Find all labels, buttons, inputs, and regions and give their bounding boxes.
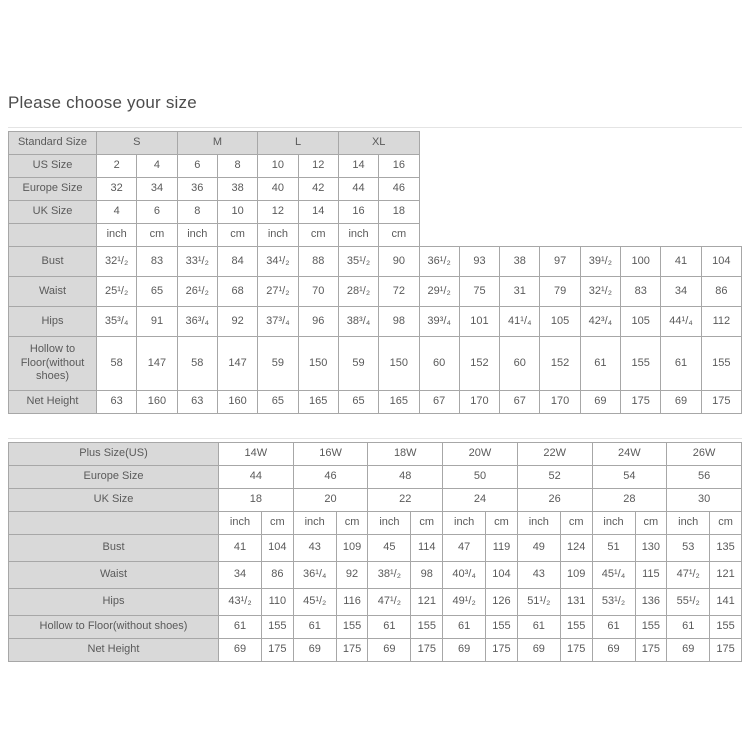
measurement-cell: 59 bbox=[338, 337, 378, 391]
row-label-cell: Bust bbox=[9, 535, 219, 562]
size-value-cell: 4 bbox=[97, 201, 137, 224]
measurement-cell: 41 bbox=[661, 247, 701, 277]
measurement-cell: 92 bbox=[217, 307, 257, 337]
unit-cell: cm bbox=[486, 512, 518, 535]
measurement-cell: 53 bbox=[667, 535, 710, 562]
unit-cell: inch bbox=[368, 512, 411, 535]
measurement-cell: 109 bbox=[560, 562, 592, 589]
unit-cell: inch bbox=[592, 512, 635, 535]
size-value-cell: 8 bbox=[217, 155, 257, 178]
measurement-cell: 152 bbox=[540, 337, 580, 391]
standard-size-table bbox=[8, 131, 742, 414]
measurement-cell: 45 bbox=[368, 535, 411, 562]
size-value-cell: 32 bbox=[97, 178, 137, 201]
unit-cell: cm bbox=[336, 512, 368, 535]
measurement-cell: 69 bbox=[580, 391, 620, 414]
table-row bbox=[9, 201, 742, 224]
measurement-cell: 69 bbox=[592, 639, 635, 662]
page-title: Please choose your size bbox=[8, 93, 197, 112]
row-label-cell: US Size bbox=[9, 155, 97, 178]
measurement-cell: 65 bbox=[137, 277, 177, 307]
unit-cell: inch bbox=[293, 512, 336, 535]
measurement-cell: 26¹/₂ bbox=[177, 277, 217, 307]
measurement-cell: 68 bbox=[217, 277, 257, 307]
size-value-cell: 12 bbox=[258, 201, 298, 224]
measurement-cell: 121 bbox=[411, 589, 443, 616]
row-label-cell: Europe Size bbox=[9, 466, 219, 489]
divider-line bbox=[8, 438, 742, 439]
size-value-cell: 12 bbox=[298, 155, 338, 178]
size-value-cell: 30 bbox=[667, 489, 742, 512]
plus-size-table bbox=[8, 442, 742, 662]
measurement-cell: 47¹/₂ bbox=[368, 589, 411, 616]
measurement-cell: 69 bbox=[667, 639, 710, 662]
measurement-cell: 31 bbox=[500, 277, 540, 307]
measurement-cell: 175 bbox=[336, 639, 368, 662]
unit-cell: inch bbox=[219, 512, 262, 535]
measurement-cell: 104 bbox=[486, 562, 518, 589]
size-value-cell: 42 bbox=[298, 178, 338, 201]
size-value-cell: 34 bbox=[137, 178, 177, 201]
measurement-cell: 36¹/₄ bbox=[293, 562, 336, 589]
measurement-cell: 152 bbox=[459, 337, 499, 391]
measurement-cell: 101 bbox=[459, 307, 499, 337]
measurement-cell: 28¹/₂ bbox=[338, 277, 378, 307]
measurement-cell: 141 bbox=[710, 589, 742, 616]
measurement-cell: 175 bbox=[411, 639, 443, 662]
measurement-cell: 40³/₄ bbox=[443, 562, 486, 589]
size-value-cell: 14W bbox=[219, 443, 294, 466]
measurement-cell: 93 bbox=[459, 247, 499, 277]
size-value-cell: 2 bbox=[97, 155, 137, 178]
size-value-cell: 16W bbox=[293, 443, 368, 466]
size-value-cell: 18 bbox=[219, 489, 294, 512]
measurement-cell: 44¹/₄ bbox=[661, 307, 701, 337]
measurement-cell: 35³/₄ bbox=[97, 307, 137, 337]
unit-cell: cm bbox=[298, 224, 338, 247]
measurement-cell: 88 bbox=[298, 247, 338, 277]
size-value-cell: 16 bbox=[338, 201, 378, 224]
measurement-cell: 55¹/₂ bbox=[667, 589, 710, 616]
row-label-cell: UK Size bbox=[9, 201, 97, 224]
measurement-cell: 69 bbox=[368, 639, 411, 662]
table-row bbox=[9, 337, 742, 391]
measurement-cell: 160 bbox=[217, 391, 257, 414]
size-value-cell: 36 bbox=[177, 178, 217, 201]
measurement-cell: 70 bbox=[298, 277, 338, 307]
measurement-cell: 155 bbox=[621, 337, 661, 391]
measurement-cell: 49 bbox=[517, 535, 560, 562]
measurement-cell: 58 bbox=[97, 337, 137, 391]
unit-cell: inch bbox=[667, 512, 710, 535]
unit-cell: inch bbox=[177, 224, 217, 247]
measurement-cell: 97 bbox=[540, 247, 580, 277]
measurement-cell: 112 bbox=[701, 307, 741, 337]
size-value-cell: 10 bbox=[217, 201, 257, 224]
size-value-cell: 48 bbox=[368, 466, 443, 489]
row-label-cell: Bust bbox=[9, 247, 97, 277]
measurement-cell: 165 bbox=[379, 391, 419, 414]
measurement-cell: 43 bbox=[293, 535, 336, 562]
measurement-cell: 115 bbox=[635, 562, 667, 589]
corner-label-cell: Standard Size bbox=[9, 132, 97, 155]
measurement-cell: 155 bbox=[560, 616, 592, 639]
unit-cell: inch bbox=[97, 224, 137, 247]
size-value-cell: 10 bbox=[258, 155, 298, 178]
measurement-cell: 84 bbox=[217, 247, 257, 277]
measurement-cell: 45¹/₂ bbox=[293, 589, 336, 616]
size-value-cell: 24 bbox=[443, 489, 518, 512]
measurement-cell: 79 bbox=[540, 277, 580, 307]
size-value-cell: 20W bbox=[443, 443, 518, 466]
size-value-cell: 20 bbox=[293, 489, 368, 512]
measurement-cell: 121 bbox=[710, 562, 742, 589]
measurement-cell: 75 bbox=[459, 277, 499, 307]
measurement-cell: 61 bbox=[368, 616, 411, 639]
size-value-cell: 18W bbox=[368, 443, 443, 466]
size-value-cell: 26W bbox=[667, 443, 742, 466]
measurement-cell: 34 bbox=[661, 277, 701, 307]
unit-cell: inch bbox=[258, 224, 298, 247]
measurement-cell: 51¹/₂ bbox=[517, 589, 560, 616]
measurement-cell: 114 bbox=[411, 535, 443, 562]
table-row bbox=[9, 277, 742, 307]
size-group-cell: M bbox=[177, 132, 258, 155]
measurement-cell: 136 bbox=[635, 589, 667, 616]
row-label-cell: Net Height bbox=[9, 391, 97, 414]
measurement-cell: 58 bbox=[177, 337, 217, 391]
measurement-cell: 38 bbox=[500, 247, 540, 277]
measurement-cell: 42³/₄ bbox=[580, 307, 620, 337]
measurement-cell: 69 bbox=[443, 639, 486, 662]
unit-cell: cm bbox=[217, 224, 257, 247]
size-value-cell: 46 bbox=[379, 178, 419, 201]
measurement-cell: 34 bbox=[219, 562, 262, 589]
size-value-cell: 14 bbox=[338, 155, 378, 178]
measurement-cell: 69 bbox=[293, 639, 336, 662]
row-label-cell: Hips bbox=[9, 589, 219, 616]
unit-cell: inch bbox=[517, 512, 560, 535]
measurement-cell: 39¹/₂ bbox=[580, 247, 620, 277]
row-label-cell: Waist bbox=[9, 562, 219, 589]
measurement-cell: 130 bbox=[635, 535, 667, 562]
measurement-cell: 147 bbox=[137, 337, 177, 391]
measurement-cell: 175 bbox=[701, 391, 741, 414]
measurement-cell: 36³/₄ bbox=[177, 307, 217, 337]
measurement-cell: 34¹/₂ bbox=[258, 247, 298, 277]
unit-cell: cm bbox=[379, 224, 419, 247]
unit-cell: cm bbox=[137, 224, 177, 247]
measurement-cell: 86 bbox=[262, 562, 294, 589]
measurement-cell: 61 bbox=[219, 616, 262, 639]
size-group-cell: XL bbox=[338, 132, 419, 155]
measurement-cell: 33¹/₂ bbox=[177, 247, 217, 277]
measurement-cell: 170 bbox=[540, 391, 580, 414]
measurement-cell: 150 bbox=[379, 337, 419, 391]
measurement-cell: 43 bbox=[517, 562, 560, 589]
measurement-cell: 61 bbox=[580, 337, 620, 391]
table-row bbox=[9, 466, 742, 489]
size-value-cell: 24W bbox=[592, 443, 667, 466]
measurement-cell: 104 bbox=[262, 535, 294, 562]
table-row bbox=[9, 307, 742, 337]
unit-cell: cm bbox=[710, 512, 742, 535]
measurement-cell: 37³/₄ bbox=[258, 307, 298, 337]
size-value-cell: 52 bbox=[517, 466, 592, 489]
measurement-cell: 175 bbox=[635, 639, 667, 662]
measurement-cell: 91 bbox=[137, 307, 177, 337]
measurement-cell: 105 bbox=[540, 307, 580, 337]
measurement-cell: 32¹/₂ bbox=[580, 277, 620, 307]
divider-line bbox=[8, 127, 742, 128]
empty-corner-cell bbox=[9, 512, 219, 535]
size-value-cell: 6 bbox=[137, 201, 177, 224]
size-value-cell: 18 bbox=[379, 201, 419, 224]
measurement-cell: 25¹/₂ bbox=[97, 277, 137, 307]
measurement-cell: 109 bbox=[336, 535, 368, 562]
unit-cell: inch bbox=[443, 512, 486, 535]
measurement-cell: 60 bbox=[500, 337, 540, 391]
table-row bbox=[9, 535, 742, 562]
measurement-cell: 155 bbox=[336, 616, 368, 639]
measurement-cell: 155 bbox=[411, 616, 443, 639]
measurement-cell: 61 bbox=[443, 616, 486, 639]
measurement-cell: 96 bbox=[298, 307, 338, 337]
empty-corner-cell bbox=[9, 224, 97, 247]
measurement-cell: 61 bbox=[293, 616, 336, 639]
size-value-cell: 50 bbox=[443, 466, 518, 489]
size-value-cell: 44 bbox=[338, 178, 378, 201]
measurement-cell: 69 bbox=[517, 639, 560, 662]
measurement-cell: 155 bbox=[635, 616, 667, 639]
measurement-cell: 63 bbox=[177, 391, 217, 414]
table-row bbox=[9, 562, 742, 589]
measurement-cell: 124 bbox=[560, 535, 592, 562]
size-value-cell: 26 bbox=[517, 489, 592, 512]
size-value-cell: 28 bbox=[592, 489, 667, 512]
table-row bbox=[9, 178, 742, 201]
row-label-cell: Plus Size(US) bbox=[9, 443, 219, 466]
measurement-cell: 160 bbox=[137, 391, 177, 414]
size-value-cell: 22 bbox=[368, 489, 443, 512]
row-label-cell: Hollow to Floor(without shoes) bbox=[9, 337, 97, 391]
table-row bbox=[9, 391, 742, 414]
measurement-cell: 110 bbox=[262, 589, 294, 616]
row-label-cell: UK Size bbox=[9, 489, 219, 512]
measurement-cell: 90 bbox=[379, 247, 419, 277]
measurement-cell: 131 bbox=[560, 589, 592, 616]
measurement-cell: 105 bbox=[621, 307, 661, 337]
measurement-cell: 47 bbox=[443, 535, 486, 562]
unit-cell: cm bbox=[635, 512, 667, 535]
measurement-cell: 27¹/₂ bbox=[258, 277, 298, 307]
unit-cell: cm bbox=[560, 512, 592, 535]
row-label-cell: Hollow to Floor(without shoes) bbox=[9, 616, 219, 639]
measurement-cell: 170 bbox=[459, 391, 499, 414]
measurement-cell: 38¹/₂ bbox=[368, 562, 411, 589]
table-row bbox=[9, 639, 742, 662]
measurement-cell: 67 bbox=[500, 391, 540, 414]
measurement-cell: 65 bbox=[258, 391, 298, 414]
measurement-cell: 41¹/₄ bbox=[500, 307, 540, 337]
measurement-cell: 69 bbox=[219, 639, 262, 662]
measurement-cell: 98 bbox=[379, 307, 419, 337]
table-row bbox=[9, 512, 742, 535]
table-row bbox=[9, 132, 742, 155]
table-row bbox=[9, 489, 742, 512]
size-value-cell: 22W bbox=[517, 443, 592, 466]
row-label-cell: Hips bbox=[9, 307, 97, 337]
size-value-cell: 54 bbox=[592, 466, 667, 489]
table-row bbox=[9, 224, 742, 247]
measurement-cell: 98 bbox=[411, 562, 443, 589]
unit-cell: cm bbox=[262, 512, 294, 535]
measurement-cell: 155 bbox=[710, 616, 742, 639]
table-row bbox=[9, 247, 742, 277]
measurement-cell: 32¹/₂ bbox=[97, 247, 137, 277]
measurement-cell: 63 bbox=[97, 391, 137, 414]
size-value-cell: 40 bbox=[258, 178, 298, 201]
measurement-cell: 116 bbox=[336, 589, 368, 616]
size-value-cell: 38 bbox=[217, 178, 257, 201]
measurement-cell: 165 bbox=[298, 391, 338, 414]
measurement-cell: 119 bbox=[486, 535, 518, 562]
measurement-cell: 41 bbox=[219, 535, 262, 562]
row-label-cell: Waist bbox=[9, 277, 97, 307]
size-value-cell: 14 bbox=[298, 201, 338, 224]
measurement-cell: 45¹/₄ bbox=[592, 562, 635, 589]
size-group-cell: L bbox=[258, 132, 339, 155]
measurement-cell: 83 bbox=[137, 247, 177, 277]
measurement-cell: 86 bbox=[701, 277, 741, 307]
size-value-cell: 8 bbox=[177, 201, 217, 224]
measurement-cell: 61 bbox=[667, 616, 710, 639]
unit-cell: cm bbox=[411, 512, 443, 535]
measurement-cell: 175 bbox=[486, 639, 518, 662]
size-value-cell: 16 bbox=[379, 155, 419, 178]
measurement-cell: 43¹/₂ bbox=[219, 589, 262, 616]
measurement-cell: 175 bbox=[262, 639, 294, 662]
measurement-cell: 51 bbox=[592, 535, 635, 562]
measurement-cell: 39³/₄ bbox=[419, 307, 459, 337]
measurement-cell: 47¹/₂ bbox=[667, 562, 710, 589]
measurement-cell: 72 bbox=[379, 277, 419, 307]
measurement-cell: 35¹/₂ bbox=[338, 247, 378, 277]
measurement-cell: 59 bbox=[258, 337, 298, 391]
measurement-cell: 155 bbox=[262, 616, 294, 639]
size-value-cell: 44 bbox=[219, 466, 294, 489]
measurement-cell: 38³/₄ bbox=[338, 307, 378, 337]
measurement-cell: 104 bbox=[701, 247, 741, 277]
measurement-cell: 92 bbox=[336, 562, 368, 589]
table-row bbox=[9, 155, 742, 178]
size-value-cell: 56 bbox=[667, 466, 742, 489]
measurement-cell: 126 bbox=[486, 589, 518, 616]
measurement-cell: 61 bbox=[592, 616, 635, 639]
measurement-cell: 65 bbox=[338, 391, 378, 414]
measurement-cell: 147 bbox=[217, 337, 257, 391]
measurement-cell: 53¹/₂ bbox=[592, 589, 635, 616]
size-group-cell: S bbox=[97, 132, 178, 155]
row-label-cell: Net Height bbox=[9, 639, 219, 662]
measurement-cell: 175 bbox=[710, 639, 742, 662]
table-row bbox=[9, 616, 742, 639]
size-value-cell: 4 bbox=[137, 155, 177, 178]
measurement-cell: 83 bbox=[621, 277, 661, 307]
measurement-cell: 175 bbox=[621, 391, 661, 414]
size-value-cell: 46 bbox=[293, 466, 368, 489]
measurement-cell: 150 bbox=[298, 337, 338, 391]
measurement-cell: 135 bbox=[710, 535, 742, 562]
measurement-cell: 29¹/₂ bbox=[419, 277, 459, 307]
measurement-cell: 36¹/₂ bbox=[419, 247, 459, 277]
measurement-cell: 100 bbox=[621, 247, 661, 277]
measurement-cell: 155 bbox=[486, 616, 518, 639]
row-label-cell: Europe Size bbox=[9, 178, 97, 201]
measurement-cell: 49¹/₂ bbox=[443, 589, 486, 616]
measurement-cell: 61 bbox=[517, 616, 560, 639]
measurement-cell: 60 bbox=[419, 337, 459, 391]
unit-cell: inch bbox=[338, 224, 378, 247]
measurement-cell: 155 bbox=[701, 337, 741, 391]
table-row bbox=[9, 443, 742, 466]
size-value-cell: 6 bbox=[177, 155, 217, 178]
measurement-cell: 175 bbox=[560, 639, 592, 662]
measurement-cell: 69 bbox=[661, 391, 701, 414]
measurement-cell: 67 bbox=[419, 391, 459, 414]
measurement-cell: 61 bbox=[661, 337, 701, 391]
table-row bbox=[9, 589, 742, 616]
